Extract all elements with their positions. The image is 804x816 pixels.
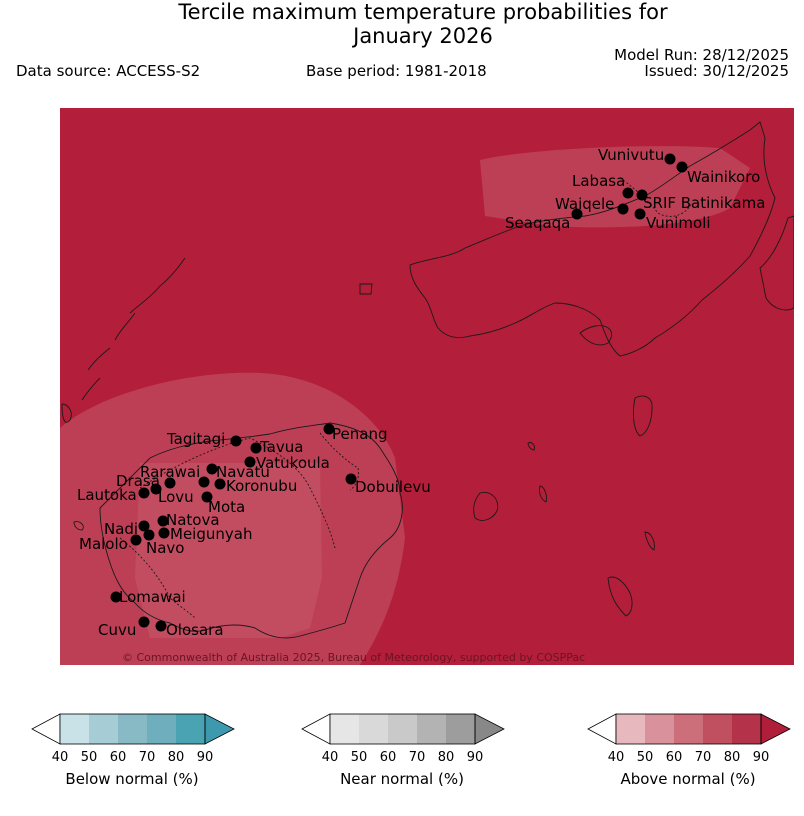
colorbar-above-tick: 40 — [607, 750, 625, 765]
colorbar-near-tick: 40 — [321, 750, 339, 765]
label-tagitagi: Tagitagi — [167, 430, 226, 448]
label-waiqele: Waiqele — [555, 195, 615, 213]
colorbar-below-tick: 60 — [109, 750, 127, 765]
colorbar-near-bin-1 — [330, 714, 359, 744]
label-dobuilevu: Dobuilevu — [355, 478, 431, 496]
colorbar-near-lower-extend — [302, 714, 330, 744]
label-tavua: Tavua — [260, 438, 304, 456]
station-dot-cuvu[interactable] — [139, 617, 150, 628]
station-dot-tagitagi[interactable] — [231, 436, 242, 447]
colorbar-below-bin-2 — [89, 714, 118, 744]
label-vatukoula: Vatukoula — [256, 454, 330, 472]
label-lomawai: Lomawai — [119, 588, 186, 606]
colorbar-below-bin-4 — [147, 714, 176, 744]
colorbar-above-tick: 80 — [723, 750, 741, 765]
colorbar-near-tick: 70 — [408, 750, 426, 765]
label-olosara: Olosara — [166, 621, 224, 639]
title-line-2: January 2026 — [353, 24, 493, 48]
station-dot-waiqele[interactable] — [618, 204, 629, 215]
label-natova: Natova — [166, 511, 220, 529]
label-vunivutu: Vunivutu — [598, 146, 665, 164]
colorbar-above-normal — [586, 712, 796, 792]
colorbar-near-tick: 80 — [437, 750, 455, 765]
label-navo: Navo — [146, 539, 185, 557]
colorbar-near-title: Near normal (%) — [340, 770, 464, 788]
colorbar-above-tick: 60 — [665, 750, 683, 765]
label-navatu: Navatu — [216, 463, 270, 481]
label-meigunyah: Meigunyah — [170, 525, 253, 543]
fiji-map[interactable] — [60, 108, 794, 665]
colorbar-near-tick: 50 — [350, 750, 368, 765]
colorbar-below-bin-1 — [60, 714, 89, 744]
station-dot-vunivutu[interactable] — [665, 154, 676, 165]
colorbar-above-title: Above normal (%) — [620, 770, 756, 788]
copyright-notice: © Commonwealth of Australia 2025, Bureau of Meteorology, supported by COSPPac — [122, 651, 586, 664]
colorbar-near-bin-5 — [446, 714, 475, 744]
colorbar-below-normal — [30, 712, 240, 792]
colorbar-above-bin-2 — [645, 714, 674, 744]
colorbar-below-bin-5 — [176, 714, 205, 744]
colorbar-near-bin-3 — [388, 714, 417, 744]
station-dot-olosara[interactable] — [156, 621, 167, 632]
label-drasa: Drasa — [116, 472, 160, 490]
label-seaqaqa: Seaqaqa — [505, 214, 571, 232]
colorbar-below-tick: 40 — [51, 750, 69, 765]
colorbar-near-upper-extend — [475, 714, 504, 744]
colorbar-near-normal — [300, 712, 510, 792]
colorbar-near-tick: 90 — [466, 750, 484, 765]
colorbar-above-upper-extend — [761, 714, 790, 744]
label-srif-batinikama: SRIF Batinikama — [643, 194, 766, 212]
label-nadi: Nadi — [104, 520, 139, 538]
colorbar-below-bin-3 — [118, 714, 147, 744]
base-period: Base period: 1981-2018 — [306, 62, 487, 80]
colorbar-above-bin-1 — [616, 714, 645, 744]
issued-date: Issued: 30/12/2025 — [644, 62, 789, 80]
label-lovu: Lovu — [158, 488, 194, 506]
chart-title — [0, 0, 804, 48]
colorbar-near-bin-4 — [417, 714, 446, 744]
colorbar-above-bin-4 — [703, 714, 732, 744]
colorbar-above-bin-5 — [732, 714, 761, 744]
station-dot-wainikoro[interactable] — [677, 162, 688, 173]
label-malolo: Malolo — [79, 535, 128, 553]
colorbar-below-title: Below normal (%) — [65, 770, 199, 788]
label-lautoka: Lautoka — [77, 486, 137, 504]
colorbar-above-tick: 90 — [752, 750, 770, 765]
data-source: Data source: ACCESS-S2 — [16, 62, 201, 80]
label-cuvu: Cuvu — [98, 621, 137, 639]
colorbar-below-tick: 50 — [80, 750, 98, 765]
label-vunimoli: Vunimoli — [646, 214, 711, 232]
model-run: Model Run: 28/12/2025 — [614, 46, 789, 64]
colorbar-near-tick: 60 — [379, 750, 397, 765]
colorbar-above-tick: 70 — [694, 750, 712, 765]
colorbar-near-bin-2 — [359, 714, 388, 744]
label-mota: Mota — [208, 498, 246, 516]
colorbar-below-lower-extend — [32, 714, 60, 744]
label-penang: Penang — [332, 425, 388, 443]
title-line-1: Tercile maximum temperature probabilities for — [178, 0, 668, 24]
label-wainikoro: Wainikoro — [687, 168, 761, 186]
station-dot-meigunyah[interactable] — [159, 528, 170, 539]
label-labasa: Labasa — [572, 172, 626, 190]
colorbar-below-tick: 80 — [167, 750, 185, 765]
colorbar-below-upper-extend — [205, 714, 234, 744]
colorbar-below-tick: 90 — [196, 750, 214, 765]
colorbar-above-lower-extend — [588, 714, 616, 744]
colorbar-above-bin-3 — [674, 714, 703, 744]
colorbar-below-tick: 70 — [138, 750, 156, 765]
label-rarawai: Rarawai — [140, 463, 201, 481]
colorbar-above-tick: 50 — [636, 750, 654, 765]
label-koronubu: Koronubu — [226, 477, 298, 495]
